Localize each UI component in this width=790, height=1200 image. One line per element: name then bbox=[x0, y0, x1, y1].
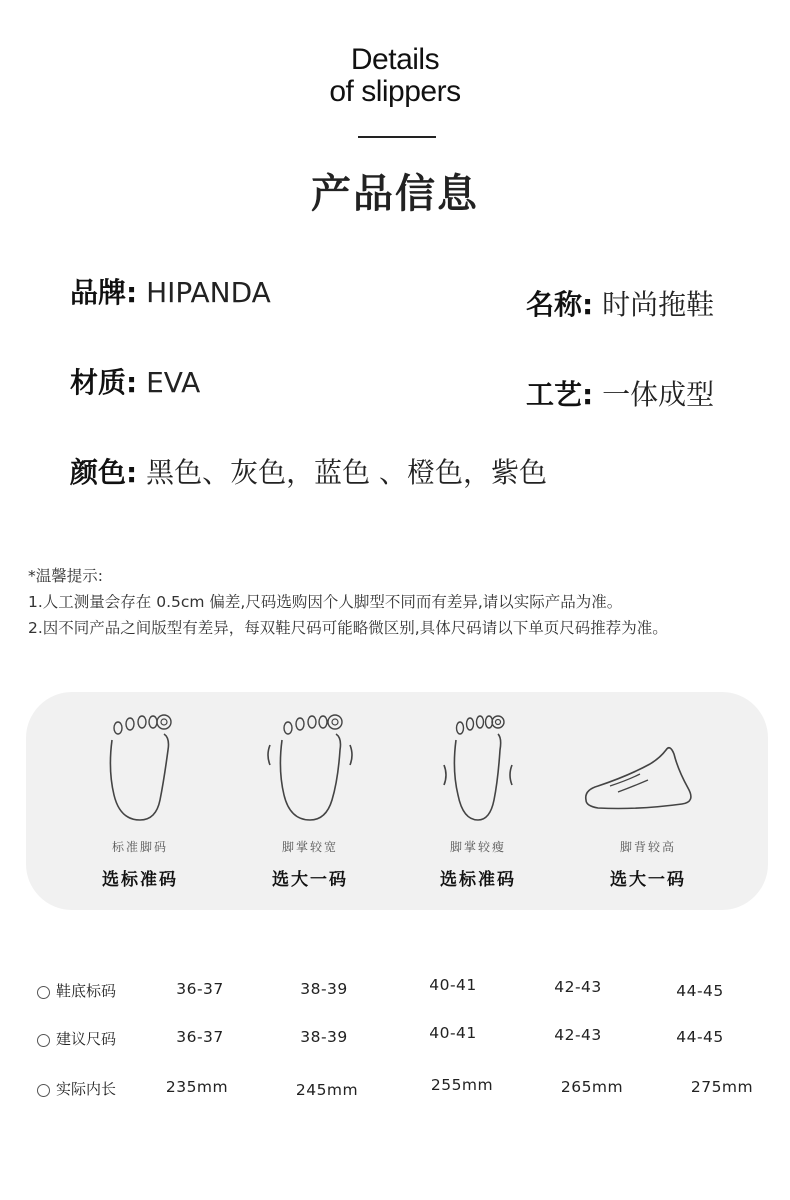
foot-type-label: 标准脚码 bbox=[111, 840, 168, 854]
attr-color bbox=[70, 456, 547, 490]
circle-bullet-icon bbox=[37, 1084, 50, 1097]
size-cell: 265mm bbox=[560, 1078, 624, 1096]
high-arch-foot-icon bbox=[578, 710, 718, 830]
attr-name-label: 名称: bbox=[526, 288, 594, 321]
row-label: 建议尺码 bbox=[56, 1030, 117, 1048]
standard-foot-icon bbox=[90, 710, 190, 830]
title-english-line1: Details bbox=[350, 43, 440, 76]
slim-foot-icon bbox=[428, 710, 528, 830]
foot-guide-standard bbox=[70, 710, 210, 890]
attr-color-label: 颜色: bbox=[70, 456, 138, 489]
attr-brand bbox=[70, 276, 271, 310]
wide-foot-icon bbox=[260, 710, 360, 830]
size-advice-label: 选标准码 bbox=[102, 870, 178, 890]
size-cell: 36-37 bbox=[176, 980, 224, 998]
attr-brand-value: HIPANDA bbox=[146, 276, 271, 309]
size-cell: 44-45 bbox=[676, 982, 724, 1000]
page-title: 产品信息 bbox=[311, 171, 479, 217]
size-cell: 42-43 bbox=[554, 1026, 602, 1044]
size-cell: 38-39 bbox=[300, 980, 348, 998]
foot-guide-wide bbox=[240, 710, 380, 890]
size-advice-label: 选标准码 bbox=[440, 870, 516, 890]
circle-bullet-icon bbox=[37, 1034, 50, 1047]
size-cell: 275mm bbox=[690, 1078, 754, 1096]
size-cell: 36-37 bbox=[176, 1028, 224, 1046]
size-cell: 255mm bbox=[430, 1076, 494, 1094]
circle-bullet-icon bbox=[37, 986, 50, 999]
size-cell: 42-43 bbox=[554, 978, 602, 996]
attr-material-value: EVA bbox=[146, 366, 201, 399]
attr-brand-label: 品牌: bbox=[70, 276, 138, 309]
size-cell: 40-41 bbox=[429, 976, 477, 994]
size-cell: 235mm bbox=[165, 1078, 229, 1096]
size-advice-label: 选大一码 bbox=[610, 870, 686, 890]
size-cell: 245mm bbox=[295, 1081, 359, 1099]
attr-name-value: 时尚拖鞋 bbox=[602, 288, 715, 321]
attr-color-value: 黑色、灰色，蓝色 、橙色，紫色 bbox=[146, 456, 548, 489]
tips-line-2: 2.因不同产品之间版型有差异，每双鞋尺码可能略微区别,具体尺码请以下单页尺码推荐为准。 bbox=[28, 619, 668, 637]
foot-type-label: 脚背较高 bbox=[619, 840, 676, 854]
foot-guide-slim bbox=[408, 710, 548, 890]
size-cell: 44-45 bbox=[676, 1028, 724, 1046]
size-table-row bbox=[0, 1078, 790, 1108]
foot-type-label: 脚掌较瘦 bbox=[449, 840, 506, 854]
size-cell: 38-39 bbox=[300, 1028, 348, 1046]
attr-name bbox=[526, 288, 714, 322]
size-table-row bbox=[0, 976, 790, 1010]
size-advice-label: 选大一码 bbox=[272, 870, 348, 890]
size-table-row bbox=[0, 1024, 790, 1058]
title-divider bbox=[358, 136, 436, 138]
row-label: 鞋底标码 bbox=[56, 982, 117, 1000]
foot-type-label: 脚掌较宽 bbox=[281, 840, 338, 854]
title-english-line2: of slippers bbox=[329, 75, 461, 108]
attr-craft-value: 一体成型 bbox=[602, 378, 715, 411]
foot-guide-high-arch bbox=[578, 710, 718, 890]
size-cell: 40-41 bbox=[429, 1024, 477, 1042]
attr-craft bbox=[526, 378, 714, 412]
attr-material-label: 材质: bbox=[70, 366, 138, 399]
tips-line-1: 1.人工测量会存在 0.5cm 偏差,尺码选购因个人脚型不同而有差异,请以实际产品为准。 bbox=[28, 593, 623, 611]
tips-heading: *温馨提示: bbox=[28, 567, 103, 585]
attr-material bbox=[70, 366, 200, 400]
attr-craft-label: 工艺: bbox=[526, 378, 594, 411]
row-label: 实际内长 bbox=[56, 1080, 117, 1098]
